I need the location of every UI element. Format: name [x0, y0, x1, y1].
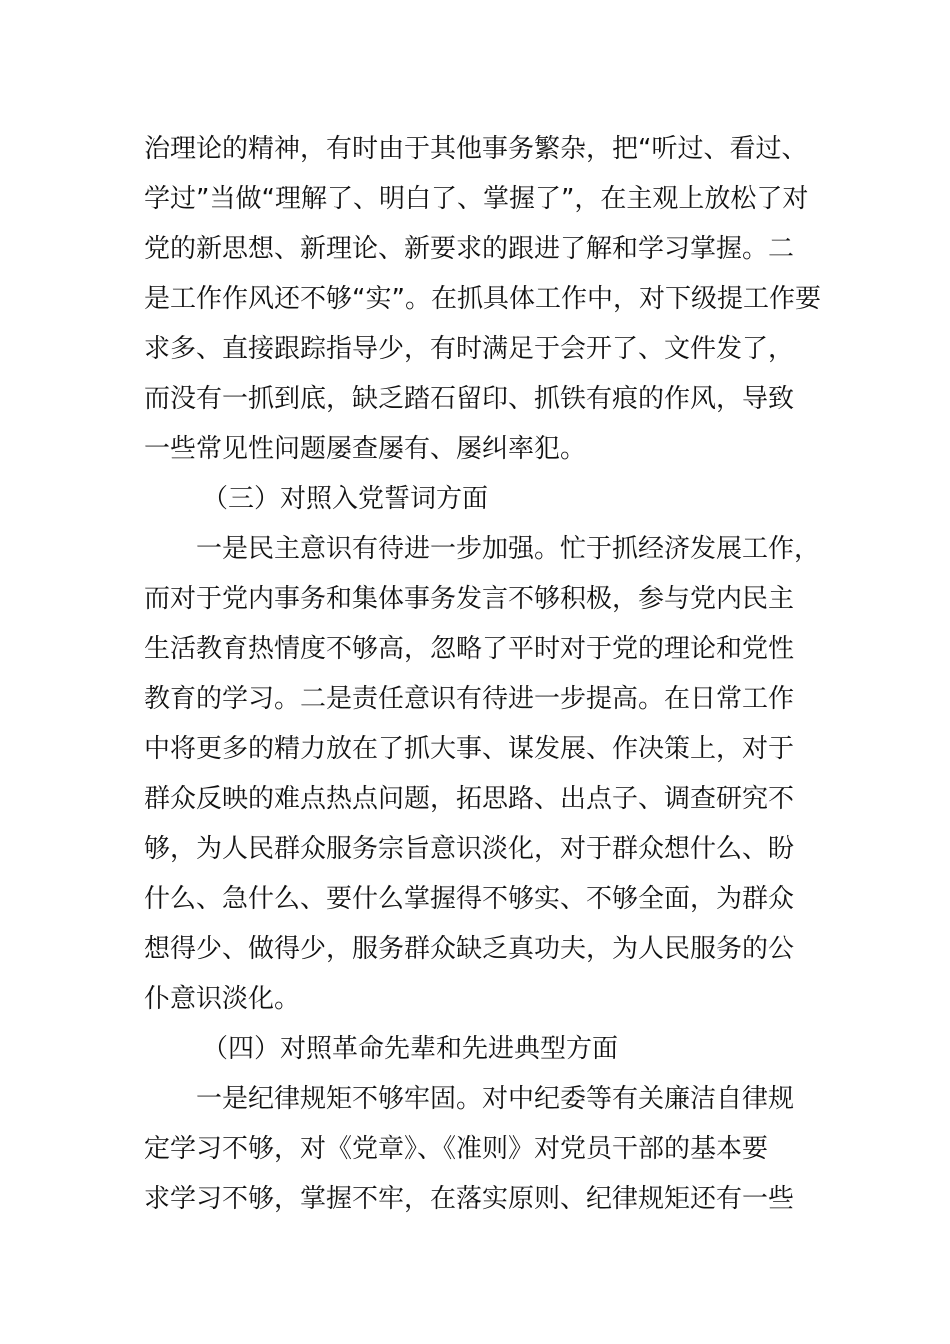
paragraph-line: 够，为人民群众服务宗旨意识淡化，对于群众想什么、盼 [144, 834, 795, 864]
document-body [144, 124, 824, 1224]
paragraph-line: 定学习不够，对《党章》、《准则》对党员干部的基本要 [144, 1134, 769, 1164]
paragraph-line: 一是纪律规矩不够牢固。对中纪委等有关廉洁自律规 [196, 1084, 795, 1114]
paragraph-line: 一是民主意识有待进一步加强。忙于抓经济发展工作， [196, 534, 821, 564]
section-heading: （四）对照革命先辈和先进典型方面 [202, 1034, 619, 1064]
paragraph-line: 求多、直接跟踪指导少，有时满足于会开了、文件发了， [144, 334, 795, 364]
section-heading: （三）对照入党誓词方面 [202, 484, 489, 514]
paragraph-line: 生活教育热情度不够高，忽略了平时对于党的理论和党性 [144, 634, 795, 664]
paragraph-line: 治理论的精神，有时由于其他事务繁杂，把“听过、看过、 [144, 134, 808, 164]
paragraph-line: 而对于党内事务和集体事务发言不够积极，参与党内民主 [144, 584, 795, 614]
paragraph-line: 仆意识淡化。 [144, 984, 301, 1014]
paragraph-line: 群众反映的难点热点问题，拓思路、出点子、调查研究不 [144, 784, 795, 814]
paragraph-line: 党的新思想、新理论、新要求的跟进了解和学习掌握。二 [144, 234, 795, 264]
paragraph-line: 教育的学习。二是责任意识有待进一步提高。在日常工作 [144, 684, 795, 714]
paragraph-line: 而没有一抓到底，缺乏踏石留印、抓铁有痕的作风，导致 [144, 384, 795, 414]
paragraph-line: 学过”当做“理解了、明白了、掌握了”，在主观上放松了对 [144, 184, 809, 214]
paragraph-line: 什么、急什么、要什么掌握得不够实、不够全面，为群众 [144, 884, 795, 914]
paragraph-line: 中将更多的精力放在了抓大事、谋发展、作决策上，对于 [144, 734, 795, 764]
paragraph-line: 是工作作风还不够“实”。在抓具体工作中，对下级提工作要 [144, 284, 821, 314]
paragraph-line: 想得少、做得少，服务群众缺乏真功夫，为人民服务的公 [144, 934, 795, 964]
paragraph-line: 求学习不够，掌握不牢，在落实原则、纪律规矩还有一些 [144, 1184, 795, 1214]
paragraph-line: 一些常见性问题屡查屡有、屡纠率犯。 [144, 434, 587, 464]
